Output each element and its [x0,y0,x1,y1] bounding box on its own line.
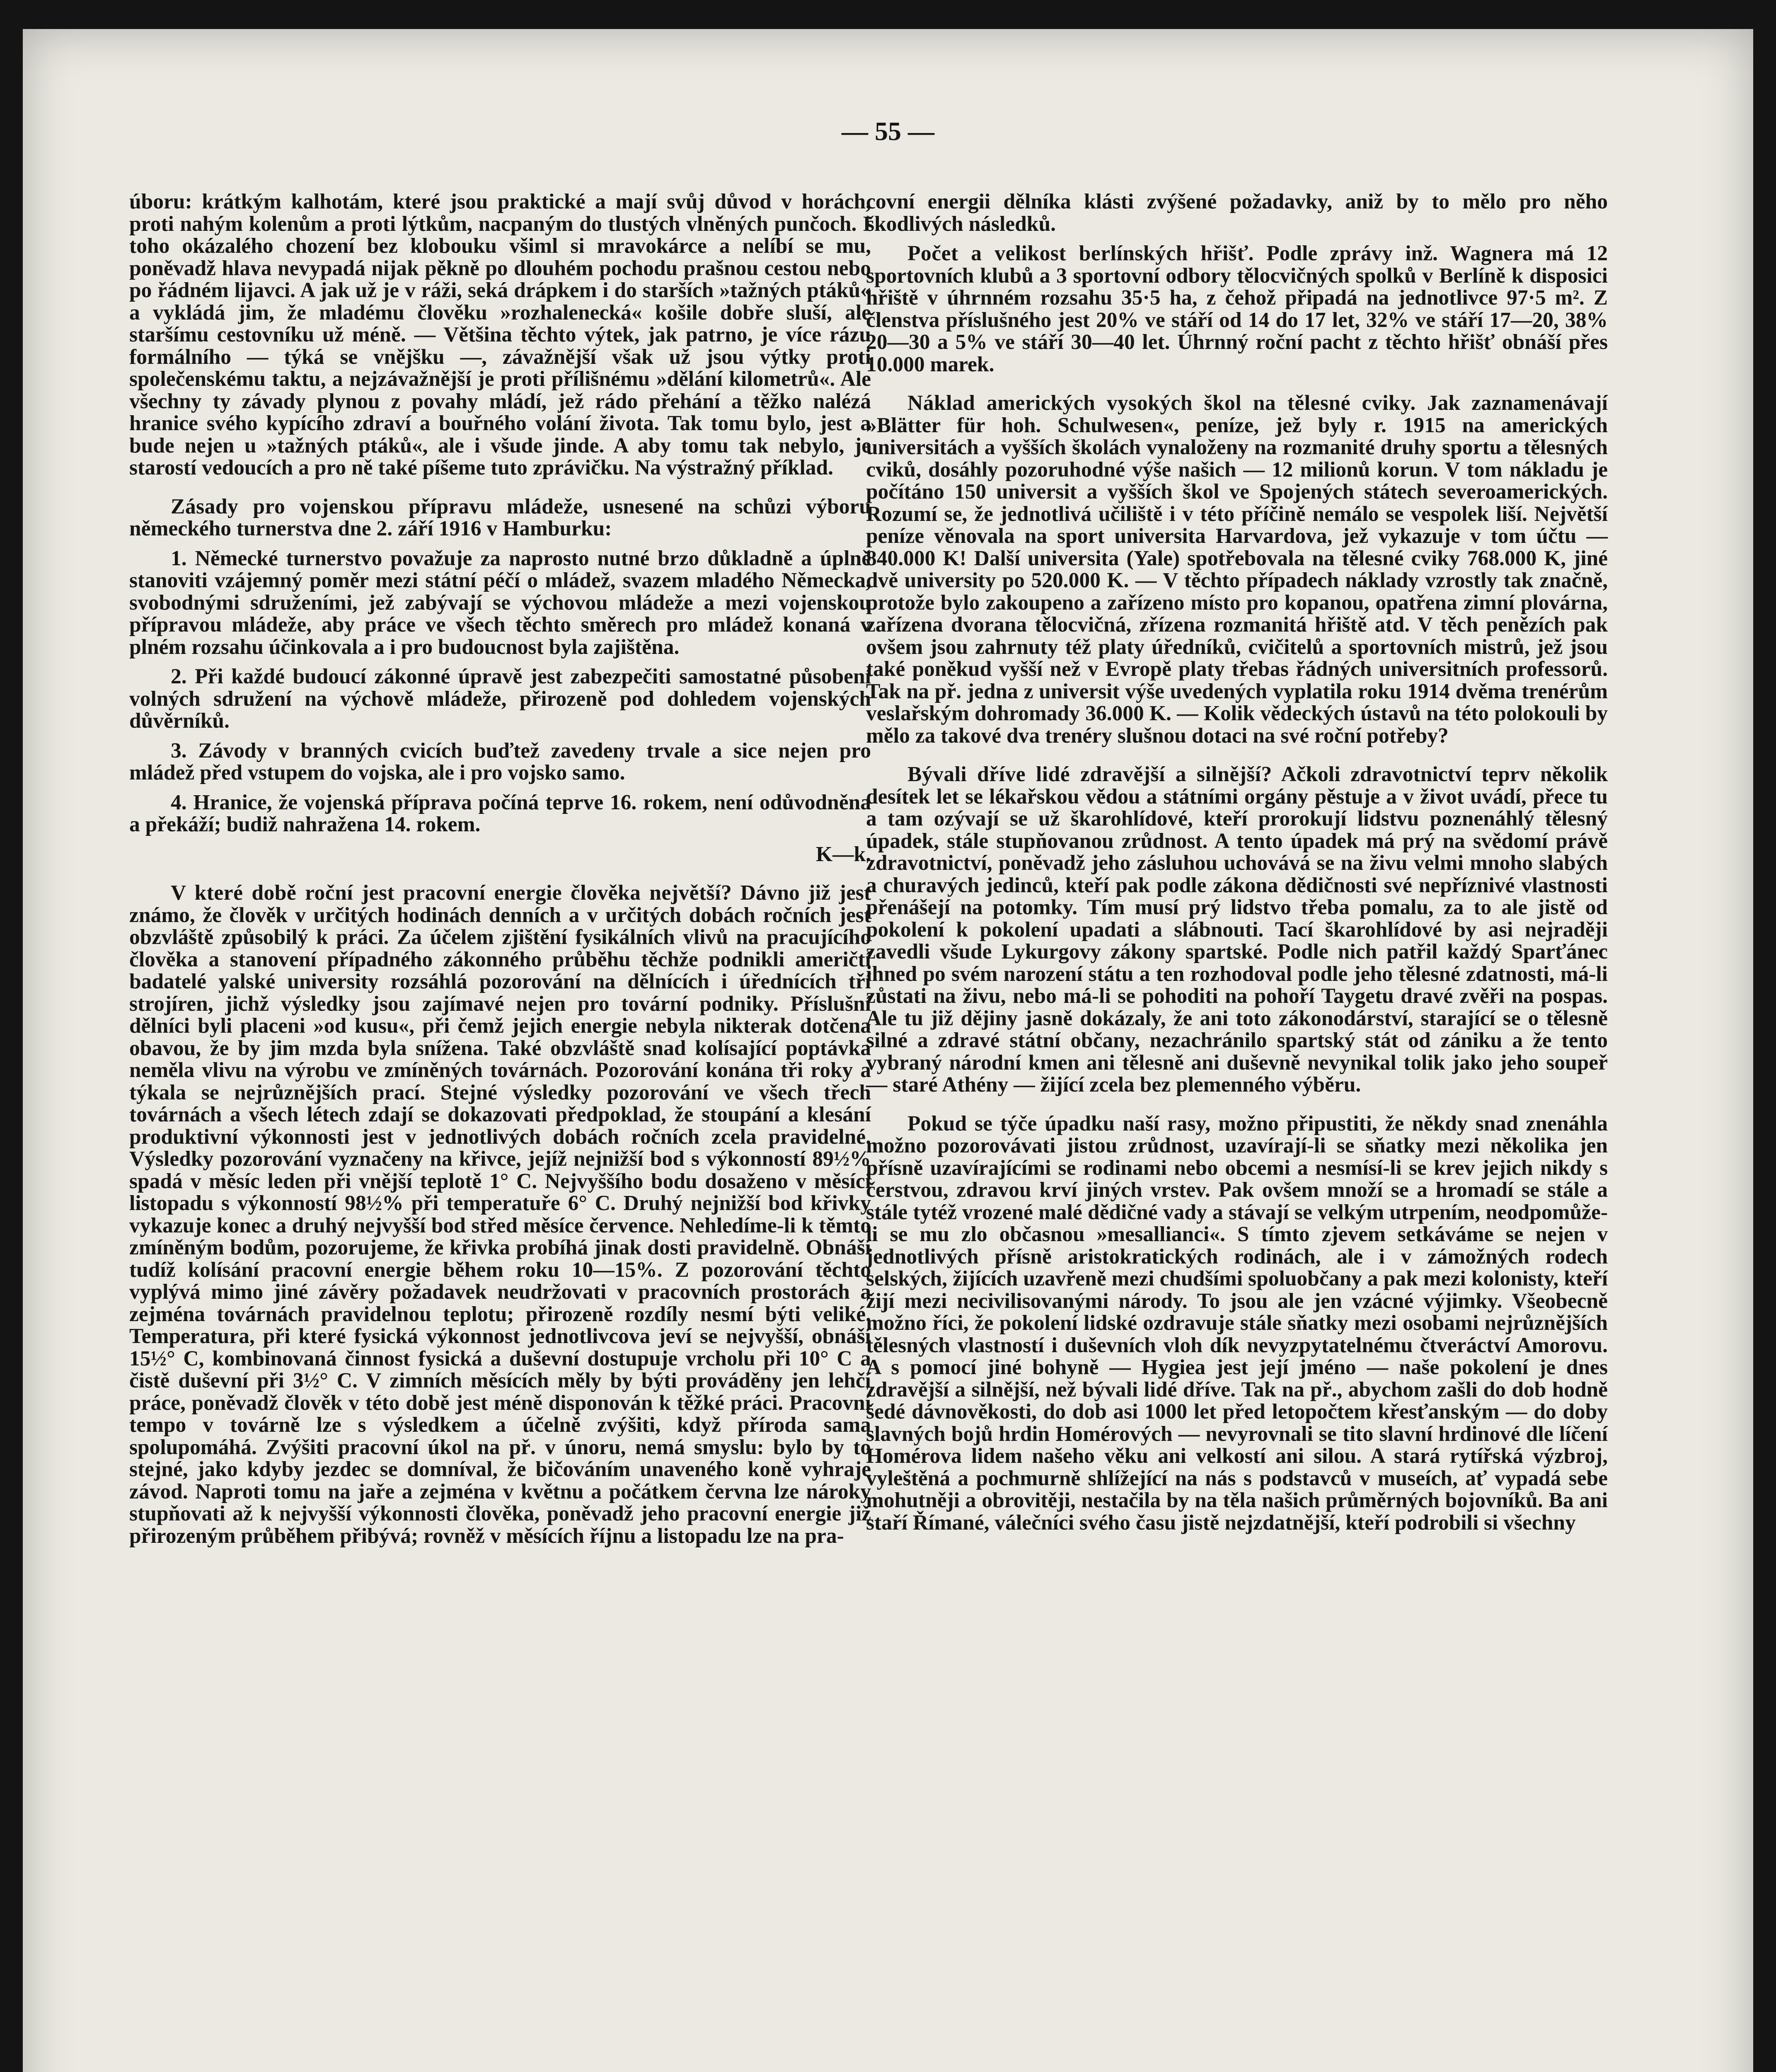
right-column [866,191,1608,1534]
signature: K—k. [815,842,871,866]
paragraph-hiking-critique: úboru: krátkým kalhotám, které jsou praktické a mají svůj důvod v horách, proti nahým kolenům a proti lýtkům, nacpaným do tlustých vlněných punčoch. I toho okázalého chození bez klobouku všiml si mravokárce a nelíbí se mu, poněvadž hlava nevypadá nijak pěkně po dlouhém pochodu prašnou cestou nebo po řádném lijavci. A jak už je v ráži, seká drápkem i do starších »tažných ptáků« a vykládá jim, že mladému člověku »rozhalenecká« košile dobře sluší, ale staršímu cestovníku už méně. — Většina těchto výtek, jak patrno, je více rázu formálního — týká se vnějšku —, závažnější však už jsou výtky proti společenskému taktu, a nejzávažnější je proti přílišnému »dělání kilometrů«. Ale všechny ty závady plynou z povahy mládí, jež rádo přehání a těžko nalézá hranice svého kypícího zdraví a bouřného volání života. Tak tomu bylo, jest a bude nejen u »tažných ptáků«, ale i všude jinde. A aby tomu tak nebylo, je starostí vedoucích a pro ně také píšeme tuto zprávičku. Na výstražný příklad. [129,190,871,479]
page-number: — 55 — [842,116,934,146]
list-item-1: 1. Německé turnerstvo považuje za naprosto nutné brzo důkladně a úplně stanoviti vzájemný poměr mezi státní péčí o mládež, svazem mladého Německa, svobodnými sdruženími, jež zabývají se výchovou mládeže a mezi vojenskou přípravou mládeže, aby práce ve všech těchto směrech pro mládež konaná v plném rozsahu účinkovala a i pro budoucnost byla zajištěna. [129,546,871,659]
text-berlin-fields: Podle zprávy inž. Wagnera má 12 sportovních klubů a 3 sportovní odbory tělocvičných spolků v Berlíně k disposici hřiště v úhrnném rozsahu 35·5 ha, z čehož připadá na jednotlivce 97·5 m². Z členstva příslušného jest 20% ve stáří od 14 do 17 let, 32% ve stáří 17—20, 38% 20—30 a 5% ve stáří 30—40 let. Úhrnný roční pacht z těchto hřišť obnáší přes 10.000 marek. [866,242,1608,376]
list-item-2: 2. Při každé budoucí zákonné úpravě jest zabezpečiti samostatné působení volných sdružení na výchově mládeže, přirozeně pod dohledem vojenských důvěrníků. [129,665,871,733]
list-item-3: 3. Závody v branných cvicích buďtež zavedeny trvale a sice nejen pro mládež před vstupem do vojska, ale i pro vojsko samo. [129,738,871,784]
paragraph-race-decline: Pokud se týče úpadku naší rasy, možno připustiti, že někdy snad znenáhla možno pozorovávati jistou zrůdnost, uzavírají-li se sňatky mezi několika jen přísně uzavírajícími se rodinami nebo obcemi a nesmísí-li se krev jejich nikdy s čerstvou, zdravou krví jiných vrstev. Pak ovšem množí se a hromadí se stále a stále tytéž vrozené malé dědičné vady a stávají se velkým utrpením, neodpomůže-li se mu zlo občasnou »mesallianci«. S tímto zjevem setkáváme se nejen v jednotlivých přísně aristokratických rodinách, ale i v zámožných rodech selských, žijících uzavřeně mezi chudšími spoluobčany a pak mezi kolonisty, kteří žijí mezi necivilisovanými národy. To jsou ale jen vzácné výjimky. Všeobecně možno říci, že pokolení lidské ozdravuje stále sňatky mezi osobami nejrůznějších tělesných vlastností i duševních vloh dík nevyzpytatelnému čtveráctví Amorovu. A s pomocí jiné bohyně — Hygiea jest její jméno — naše pokolení je dnes zdravější a silnější, než bývali lidé dříve. Tak na př., abychom zašli do dob hodně šedé dávnověkosti, do dob asi 1000 let před letopočtem křesťanským — do doby slavných bojů hrdin Homérových — nevyrovnali se tito slavní hrdinové dle líčení Homérova lidem našeho věku ani velkostí ani silou. A stará rytířská výzbroj, vyleštěná a pochmurně shlížející na nás s podstavců v museích, ať vypadá sebe mohutněji a obrovitěji, nestačila by na těla našich průměrných bojovníků. Ba ani staří Římané, válečníci svého času jistě nejzdatnější, kteří podrobili si všechny [866,1111,1608,1535]
heading-health-past: Bývali dříve lidé zdravější a silnější? [907,762,1272,786]
paragraph-military-training [129,496,871,540]
paragraph-continuation: covní energii dělníka klásti zvýšené požadavky, aniž by to mělo pro něho škodlivých následků. [866,190,1608,236]
paragraph-work-energy [129,882,871,1547]
heading-american-schools: Náklad amerických vysokých škol na tělesné cviky. [907,391,1416,415]
left-column [129,191,871,1547]
text-military-training: usnesené na schůzi výboru německého turnerstva dne 2. září 1916 v Hamburku: [129,494,871,540]
text-american-schools: Jak zaznamenávají »Blätter für hoh. Schulwesen«, peníze, jež byly r. 1915 na amerických universitách a vyšších školách vynaloženy na rozmanité druhy sportu a tělesných cviků, dosáhly pozoruhodné výše našich — 12 milionů korun. V tom nákladu je počítáno 150 universit a vyšších škol ve Spojených státech severoamerických. Rozumí se, že jednotlivá učiliště i v této příčině nemálo se vespolek liší. Největší peníze věnovala na sport universita Harvardova, jež vykazuje v tom účtu — 840.000 K! Další universita (Yale) spotřebovala na tělesné cviky 768.000 K, jiné dvě university po 520.000 K. — V těchto případech náklady vzrostly tak značně, protože bylo zakoupeno a zařízeno místo pro kopanou, opatřena zimní plovárna, zařízena dvorana tělocvičná, zřízena rozmanitá hřiště atd. V těch penězích pak ovšem jsou zahrnuty též platy úředníků, cvičitelů a sportovních mistrů, jež jsou také poněkud vyšší než v Evropě platy třebas řádných universitních professorů. Tak na př. jedna z universit výše uvedených vyplatila roku 1914 dvěma trenérům veslařským dohromady 36.000 K. — Kolik vědeckých ústavů na této polokouli by mělo za takové dva trenéry slušnou dotaci na své roční potřeby? [866,391,1608,748]
paragraph-berlin-fields [866,242,1608,375]
paragraph-health-past [866,763,1608,1096]
list-item-4: 4. Hranice, že vojenská příprava počíná teprve 16. rokem, není odůvodněna a překáží; budiž nahražena 14. rokem. [129,790,871,836]
heading-berlin-fields: Počet a velikost berlínských hřišť. [907,242,1254,265]
heading-military-training: Zásady pro vojenskou přípravu mládeže, [171,494,588,518]
text-health-past: Ačkoli zdravotnictví teprv několik desítek let se lékařskou vědou a státními orgány pěstuje a v život uvádí, přece tu a tam ozývají se už škarohlídové, kteří prorokují lidstvu poznenáhlý tělesný úpadek, stále stupňovanou zrůdnost. A tento úpadek má prý na svědomí právě zdravotnictví, poněvadž jeho zásluhou uchovává se na živu velmi mnoho slabých a churavých jedinců, kteří pak podle zákona dědičnosti své nepříznivé vlastnosti přenášejí na potomky. Tím musí prý lidstvo třeba pomalu, za to ale jistě od pokolení k pokolení upadati a slábnouti. Tací škarohlídové by asi nejraději zavedli všude Lykurgovy zákony spartské. Podle nich patřil každý Sparťánec ihned po svém narození státu a ten rozhodoval podle jeho tělesné zdatnosti, má-li zůstati na živu, nebo má-li se pohoditi na pohoří Taygetu dravé zvěři na pospas. Ale tu již dějiny jasně dokázaly, že ani toto zákonodárství, starající se o tělesně silné a zdravé státní občany, nezachránilo spartský stát od zániku a že tento vybraný národní kmen ani tělesně ani duševně nevynikal tolik jako jeho soupeř — staré Athény — žijící zcela bez plemenného výběru. [866,762,1608,1097]
paragraph-american-schools [866,392,1608,747]
text-work-energy: Dávno již jest známo, že člověk v určitých hodinách denních a v určitých dobách ročních jest obzvláště způsobilý k práci. Za účelem zjištění fysikálních vlivů na pracujícího člověka a stanovení případného zákonného průběhu těchže podnikli američtí badatelé yalské university rozsáhlá pozorování na dělnících i úřednících tří strojíren, jichž výsledky jsou zajímavé nejen pro tovární podniky. Příslušní dělníci byli placeni »od kusu«, při čemž jejich energie nebyla nikterak dotčena obavou, že by jim mzda byla snížena. Také obzvláště snad kolísající poptávka neměla vlivu na výrobu ve zmíněných továrnách. Pozorování konána tři roky a týkala se nejrůznějších prací. Stejné výsledky pozorování ve všech třech továrnách a všech létech zdají se dokazovati předpoklad, že stoupání a klesání produktivní výkonnosti jest v jednotlivých dobách ročních zcela pravidelné. Výsledky pozorování vyznačeny na křivce, jejíž nejnižší bod s výkonností 89½% spadá v měsíc leden při vnější teplotě 1° C. Nejvyššího bodu dosaženo v měsíci listopadu s výkonností 98½% při temperatuře 6° C. Druhý nejnižší bod křivky vykazuje konec a druhý nejvyšší bod střed měsíce července. Nehledíme-li k těmto zmíněným bodům, pozorujeme, že křivka probíhá jinak dosti pravidelně. Obnáší tudíž kolísání pracovní energie během roku 10—15%. Z pozorování těchto vyplývá mimo jiné závěry požadavek neudržovati v pracovních prostorách a zejména továrnách pravidelnou teplotu; přirozeně rozdíly nesmí býti veliké. Temperatura, při které fysická výkonnost jednotlivcova jeví se nejvyšší, obnáší 15½° C, kombinovaná činnost fysická a duševní dostupuje vrcholu při 10° C a čistě duševní při 3½° C. V zimních měsících měly by býti prováděny jen lehčí práce, poněvadž člověk v této době jest méně disponován k těžké práci. Pracovní tempo v továrně lze s výsledkem a účelně zvýšiti, když příroda sama spolupomáhá. Zvýšiti pracovní úkol na př. v únoru, nemá smyslu: bylo by to stejné, jako kdyby jezdec se domníval, že bičováním unaveného koně vyhraje závod. Naproti tomu na jaře a zejména v květnu a počátkem června lze nároky stupňovati až k nejvyšší výkonnosti člověka, poněvadž jeho pracovní energie již přirozeným průběhem přibývá; rovněž v měsících říjnu a listopadu lze na pra- [129,881,871,1548]
heading-work-energy: V které době roční jest pracovní energie člověka největší? [171,881,732,905]
